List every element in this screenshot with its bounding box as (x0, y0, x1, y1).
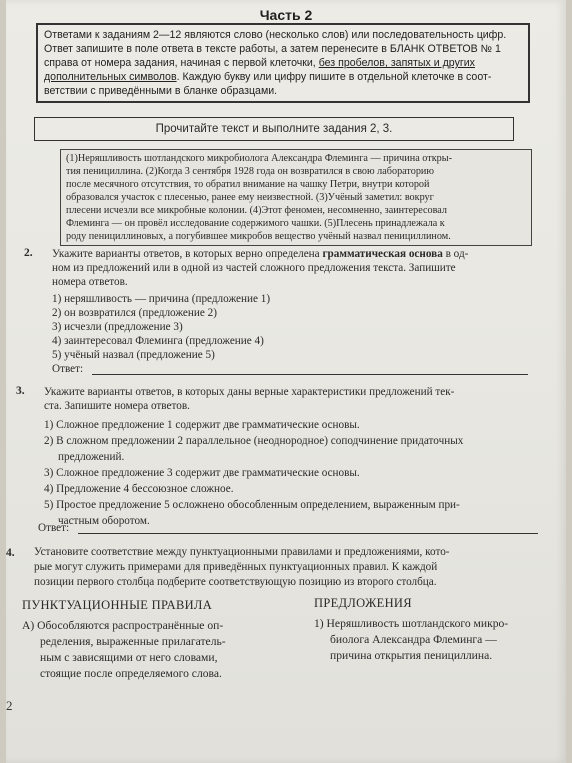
margin-number: 2 (6, 698, 13, 713)
task2-answer-field[interactable] (92, 362, 528, 375)
task2-option: 4) заинтересовал Флеминга (предложение 4) (52, 335, 264, 347)
instructions-box (36, 23, 530, 103)
task2-text: Укажите варианты ответов, в которых верно определена грамматическая основа в од- ном из предложений или в одной из частей сложного предложения текста. Запишите номера ответов. (52, 248, 469, 288)
task4-text: Установите соответствие между пунктуационными правилами и предложениями, кото- рые могут служить примерами для приведённых пунктуационных правил. К каждой позиции первого столбца подберите соответствующую позицию из второго столбца. (34, 546, 450, 588)
instructions-line: Ответ запишите в поле ответа в тексте работы, а затем перенесите в БЛАНК ОТВЕТОВ № 1 (44, 43, 501, 55)
rule-a: А) Обособляются распространённые оп- ределения, выраженные прилагатель- ным с зависящими от него словами, стоящие после определяемого слова. (22, 619, 226, 680)
task3-option: частным оборотом. (58, 515, 150, 527)
instructions-line: справа от номера задания, начиная с первой клеточки, без пробелов, запятых и других (44, 57, 475, 69)
task3-option: предложений. (58, 451, 125, 463)
task2-answer-label: Ответ: (52, 363, 84, 375)
text-line: тия пенициллина. (2)Когда 3 сентября 1928 года он возвратился в свою лабораторию (66, 166, 434, 177)
task3-option: 2) В сложном предложении 2 параллельное (неоднородное) соподчинение придаточных (44, 435, 464, 447)
text-line: Флеминга — он провёл исследование содержимого чашки. (5)Плесень принадлежала к (66, 218, 445, 229)
text-line: роду пенициллиновых, а погубившее микробов вещество учёный назвал пенициллином. (66, 231, 451, 242)
instructions-line: дополнительных символов. Каждую букву или цифру пишите в отдельной клеточке в соот- (44, 71, 492, 83)
task3-answer-field[interactable] (78, 521, 538, 534)
task2-option: 3) исчезли (предложение 3) (52, 321, 183, 333)
rules-column-heading: ПУНКТУАЦИОННЫЕ ПРАВИЛА (22, 598, 213, 612)
task3-answer-label: Ответ: (38, 522, 70, 534)
exam-page (6, 0, 566, 763)
task2-options (52, 292, 492, 362)
task3-option: 5) Простое предложение 5 осложнено обособленным определением, выраженным при- (44, 499, 460, 511)
instructions-line: ветствии с приведёнными в бланке образцами. (44, 85, 278, 97)
underlined-rule: дополнительных символов (44, 71, 177, 83)
task3-number: 3. (16, 385, 25, 397)
reading-text (60, 149, 532, 246)
text-line: образовался участок с плесенью, ранее ему неизвестной. (3)Учёный заметил: вокруг (66, 192, 434, 203)
read-prompt-box: Прочитайте текст и выполните задания 2, 3. (34, 117, 514, 141)
sentence-1: 1) Неряшливость шотландского микро- биолога Александра Флеминга — причина открытия пенициллина. (314, 617, 509, 662)
task4-number: 4. (6, 547, 15, 559)
text-line: после месячного отсутствия, то обратил внимание на чашку Петри, внутри которой (66, 179, 430, 190)
task2-option: 2) он возвратился (предложение 2) (52, 307, 217, 319)
part-title: Часть 2 (259, 7, 313, 23)
task3-option: 4) Предложение 4 бессоюзное сложное. (44, 483, 234, 495)
instructions-line: Ответами к заданиям 2—12 являются слово (несколько слов) или последовательность цифр. (44, 29, 507, 41)
task2-option: 5) учёный назвал (предложение 5) (52, 349, 215, 361)
task2-option: 1) неряшливость — причина (предложение 1) (52, 293, 271, 305)
task3-option: 1) Сложное предложение 1 содержит две грамматические основы. (44, 419, 360, 431)
task3-option: 3) Сложное предложение 3 содержит две грамматические основы. (44, 467, 360, 479)
text-line: (1)Неряшливость шотландского микробиолога Александра Флеминга — причина откры- (66, 153, 452, 164)
task3-text: Укажите варианты ответов, в которых даны верные характеристики предложений тек- ста. Запишите номера ответов. (44, 386, 455, 412)
sentences-column-heading: ПРЕДЛОЖЕНИЯ (314, 596, 412, 610)
task2-keyword: грамматическая основа (322, 248, 443, 260)
task3-options (44, 417, 539, 529)
underlined-rule: без пробелов, запятых и других (318, 57, 475, 69)
task2-number: 2. (24, 247, 33, 259)
text-line: плесени исчезли все микробные колонии. (4)Этот феномен, несомненно, заинтересовал (66, 205, 447, 216)
